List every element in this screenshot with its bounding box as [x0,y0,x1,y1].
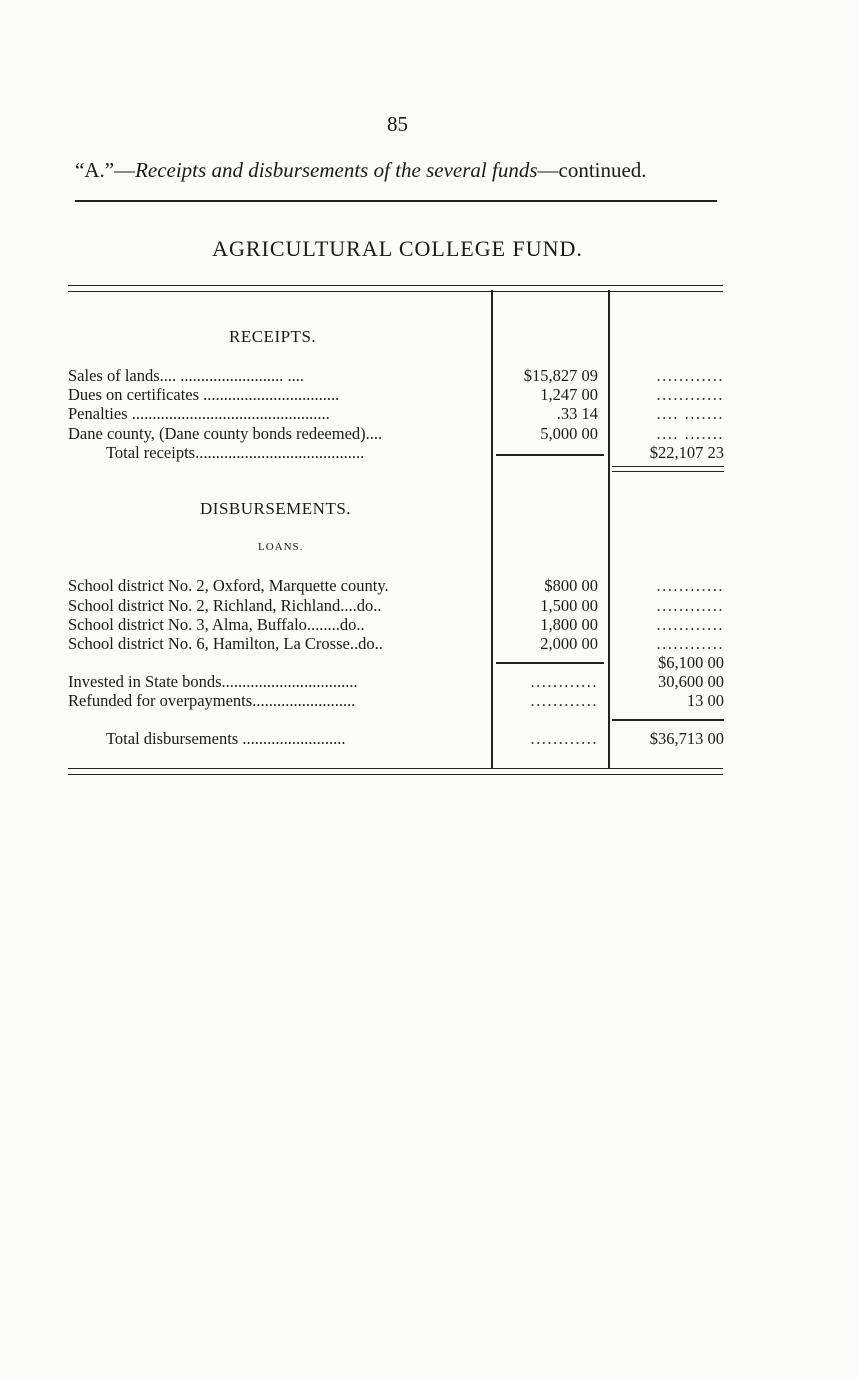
caption-lead: “A.”— [75,158,136,182]
row-amount: 5,000 00 [540,424,598,443]
receipt-row [68,385,724,405]
receipt-row [68,424,724,444]
total-double-rule [612,466,724,472]
row-label: School district No. 6, Hamilton, La Crosse..do.. [68,634,383,653]
row-total: $6,100 00 [658,653,724,672]
row-total: $36,713 00 [649,729,724,748]
row-amount: 1,247 00 [540,385,598,404]
row-amount: ............ [530,672,598,691]
row-amount: 1,500 00 [540,596,598,615]
row-label: Invested in State bonds................................. [68,672,358,691]
disbursement-row [68,672,724,692]
loans-total-row [68,653,724,673]
loans-heading: LOANS. [258,541,304,553]
row-total: ............ [656,366,724,385]
caption-tail: —continued. [537,158,647,182]
row-total: ............ [656,634,724,653]
row-amount: ............ [530,691,598,710]
caption-rule [75,200,717,202]
row-total: 13 00 [686,691,724,710]
row-amount: $800 00 [544,576,598,595]
loan-row [68,615,724,635]
row-label: Total receipts......................................... [106,443,365,462]
row-amount: 2,000 00 [540,634,598,653]
row-total: ............ [656,596,724,615]
table-caption [75,158,647,183]
row-label: Dane county, (Dane county bonds redeemed).... [68,424,383,443]
row-total: ............ [656,385,724,404]
receipts-total-row [68,443,724,463]
loan-row [68,634,724,654]
row-label: School district No. 3, Alma, Buffalo........do.. [68,615,365,634]
table-top-rule [68,285,723,292]
row-total: $22,107 23 [649,443,724,462]
row-amount: $15,827 09 [523,366,598,385]
disbursements-total-row [68,729,724,749]
row-total: ............ [656,576,724,595]
row-total: .... ....... [656,404,724,423]
loan-row [68,596,724,616]
grand-total-rule [612,719,724,721]
receipt-row [68,404,724,424]
receipt-row [68,366,724,386]
disbursement-row [68,691,724,711]
fund-title: AGRICULTURAL COLLEGE FUND. [212,236,583,261]
disbursements-heading: DISBURSEMENTS. [200,499,352,518]
row-label: Dues on certificates ................................. [68,385,340,404]
row-label: School district No. 2, Oxford, Marquette county. [68,576,389,595]
row-label: School district No. 2, Richland, Richland....do.. [68,596,382,615]
page-number: 85 [387,112,408,136]
row-total: ............ [656,615,724,634]
row-total: 30,600 00 [658,672,724,691]
receipts-heading: RECEIPTS. [229,327,317,346]
row-label: Refunded for overpayments......................... [68,691,356,710]
loan-row [68,576,724,596]
row-amount: ............ [530,729,598,748]
row-amount: .33 14 [556,404,598,423]
table-bottom-rule [68,768,723,775]
row-label: Penalties ................................................ [68,404,330,423]
row-total: .... ....... [656,424,724,443]
row-label: Total disbursements ......................... [106,729,346,748]
row-label: Sales of lands.... ......................... .... [68,366,305,385]
row-amount: 1,800 00 [540,615,598,634]
caption-title: Receipts and disbursements of the several funds [135,158,538,182]
